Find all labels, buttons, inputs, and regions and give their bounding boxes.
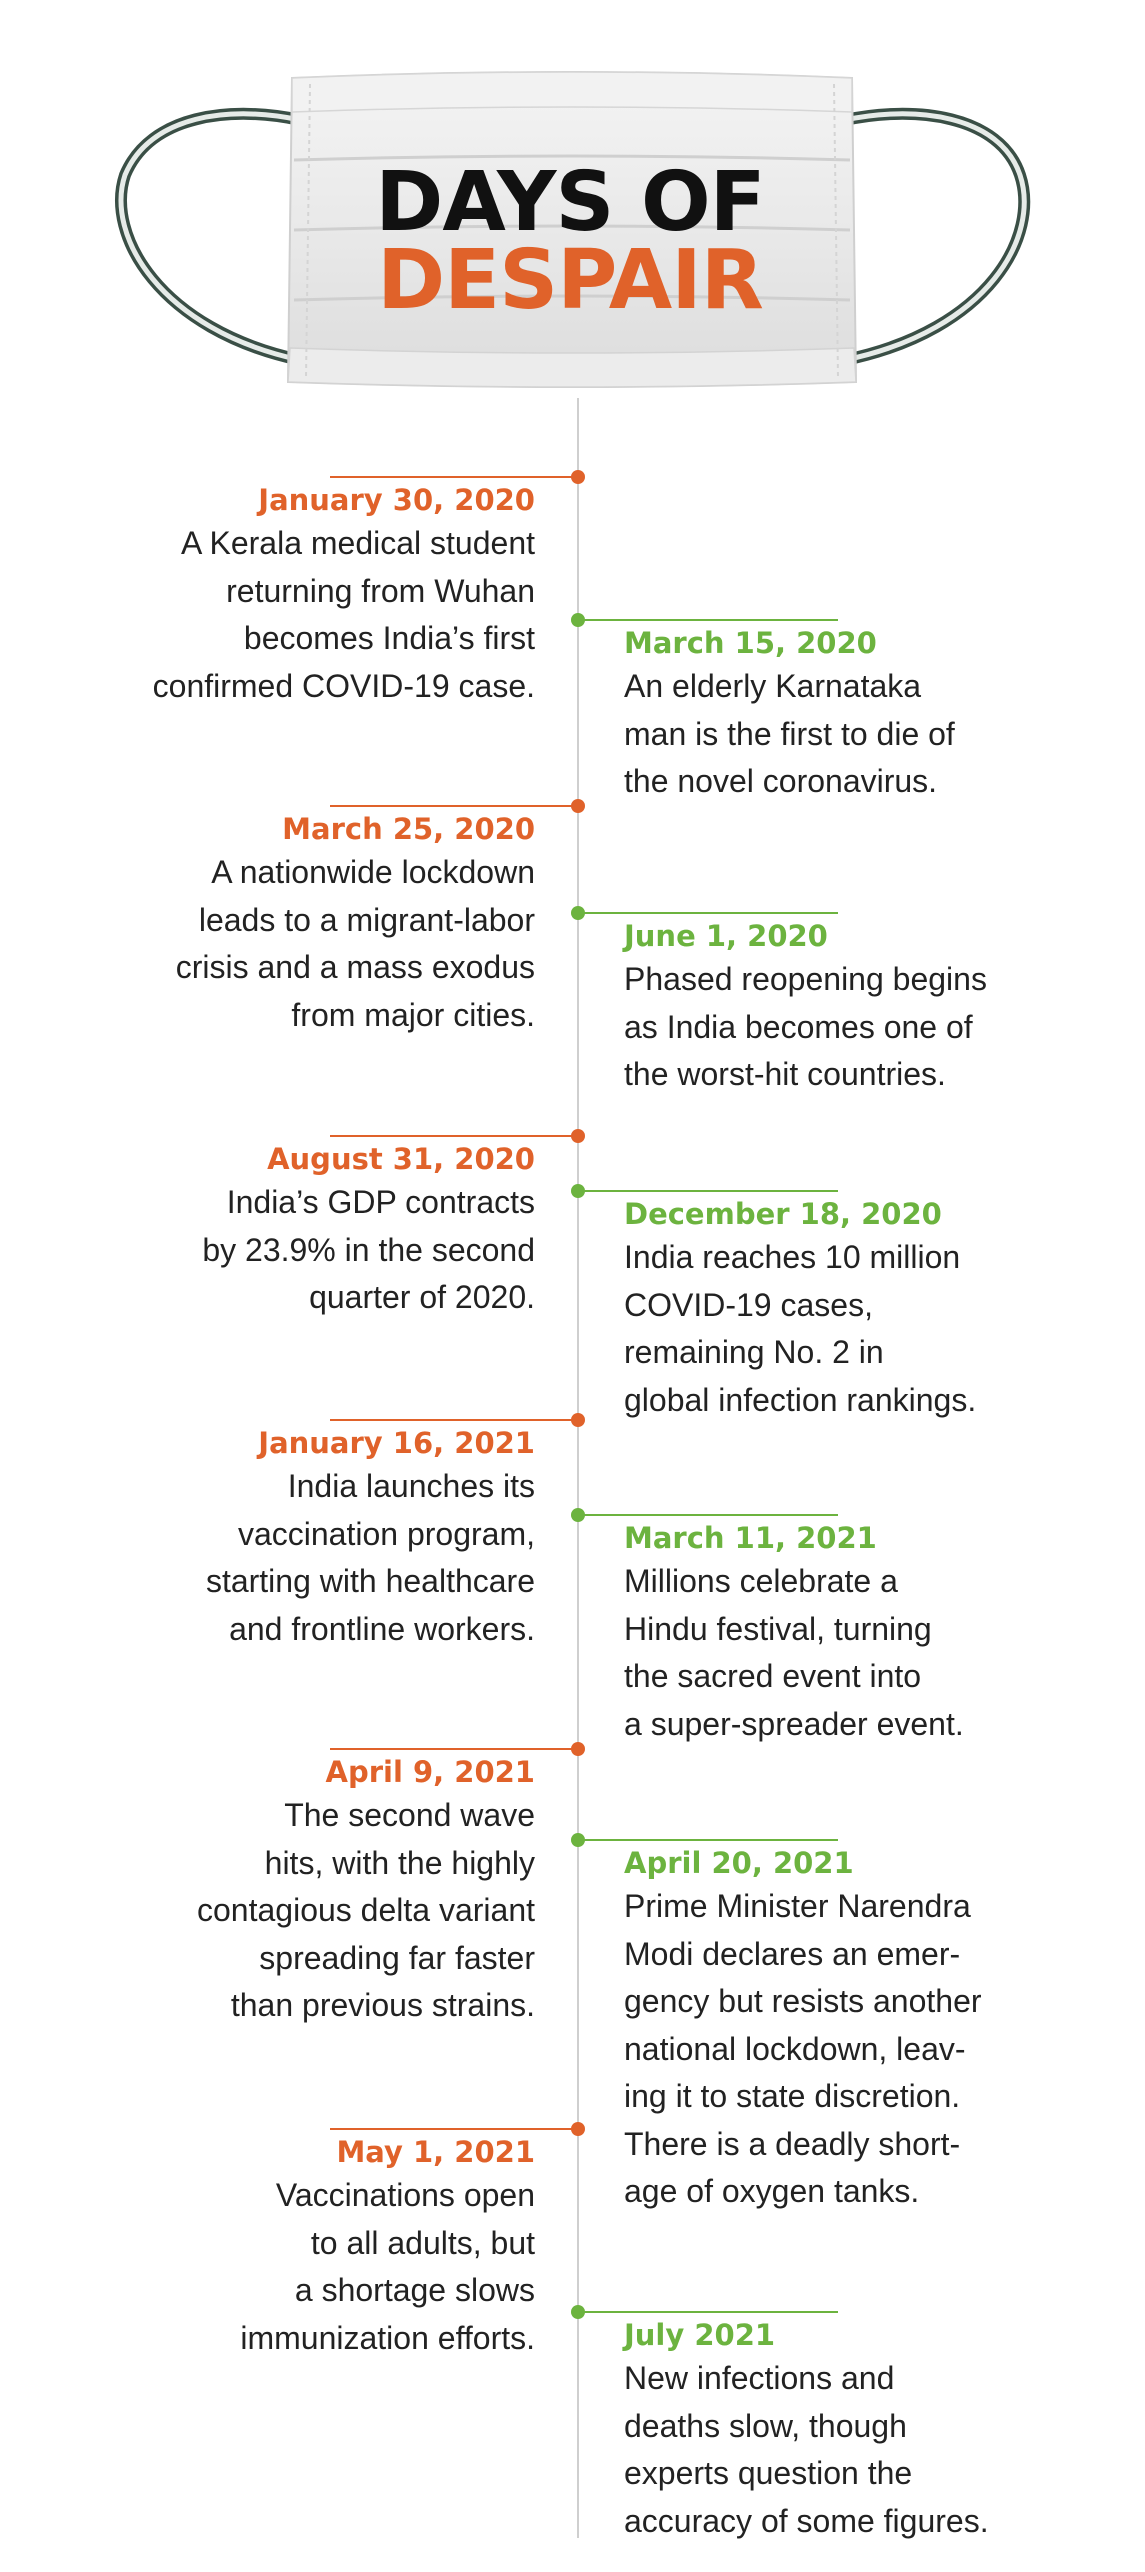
event-date: January 30, 2020 bbox=[258, 483, 535, 517]
event-description-line: crisis and a mass exodus bbox=[175, 949, 535, 985]
event-description-line: A nationwide lockdown bbox=[211, 854, 535, 890]
event-description-line: accuracy of some figures. bbox=[624, 2502, 989, 2539]
timeline-event bbox=[624, 1518, 1064, 1748]
event-date: March 11, 2021 bbox=[624, 1521, 877, 1555]
timeline-leader-line bbox=[578, 912, 838, 914]
timeline-event bbox=[95, 2132, 535, 2362]
event-description-line: starting with healthcare bbox=[205, 1563, 535, 1599]
timeline-leader-line bbox=[330, 1748, 578, 1750]
event-description-line: to all adults, but bbox=[310, 2224, 535, 2261]
timeline-event bbox=[624, 1843, 1064, 2216]
event-description bbox=[95, 1463, 535, 1653]
event-description-line: Hindu festival, turning bbox=[624, 1610, 932, 1647]
event-description-line: Vaccinations open bbox=[275, 2177, 535, 2213]
event-description-line: the novel coronavirus. bbox=[624, 763, 938, 799]
event-description-line: Prime Minister Narendra bbox=[624, 1888, 971, 1924]
event-description-line: than previous strains. bbox=[230, 1987, 535, 2023]
event-description-line: India reaches 10 million bbox=[624, 1239, 961, 1275]
event-date: July 2021 bbox=[624, 2318, 776, 2352]
timeline-event bbox=[95, 1423, 535, 1653]
event-description-line: There is a deadly short- bbox=[624, 2125, 961, 2162]
timeline-leader-line bbox=[578, 1839, 838, 1841]
title-line-2: DESPAIR bbox=[377, 233, 763, 328]
event-description-line: returning from Wuhan bbox=[226, 572, 535, 609]
timeline-leader-line bbox=[578, 619, 838, 621]
timeline-event bbox=[95, 1139, 535, 1322]
left-ear-loop bbox=[121, 114, 300, 360]
event-description-line: a shortage slows bbox=[294, 2272, 535, 2308]
event-description-line: quarter of 2020. bbox=[309, 1279, 535, 1315]
timeline-leader-line bbox=[578, 2311, 838, 2313]
event-description bbox=[95, 520, 535, 710]
event-description-line: national lockdown, leav- bbox=[624, 2030, 966, 2067]
event-description-line: India launches its bbox=[287, 1468, 535, 1504]
event-description-line: Modi declares an emer- bbox=[624, 1935, 961, 1972]
event-description-line: India’s GDP contracts bbox=[226, 1184, 535, 1220]
timeline-leader-line bbox=[330, 1135, 578, 1137]
event-description bbox=[624, 2355, 1064, 2545]
event-description-line: deaths slow, though bbox=[624, 2407, 907, 2444]
event-description-line: An elderly Karnataka bbox=[624, 668, 922, 704]
timeline-event bbox=[624, 2315, 1064, 2545]
event-description-line: remaining No. 2 in bbox=[624, 1334, 884, 1370]
event-description-line: vaccination program, bbox=[237, 1515, 535, 1552]
timeline-event bbox=[95, 1752, 535, 2030]
event-description-line: immunization efforts. bbox=[240, 2319, 535, 2356]
right-ear-loop bbox=[845, 114, 1024, 360]
event-description-line: experts question the bbox=[624, 2455, 913, 2491]
event-description-line: The second wave bbox=[284, 1797, 535, 1833]
event-description bbox=[95, 849, 535, 1039]
event-description-line: spreading far faster bbox=[259, 1939, 535, 1976]
event-description-line: from major cities. bbox=[291, 996, 535, 1033]
event-description-line: man is the first to die of bbox=[624, 715, 955, 752]
event-date: August 31, 2020 bbox=[267, 1142, 535, 1176]
event-date: December 18, 2020 bbox=[624, 1197, 942, 1231]
timeline-leader-line bbox=[578, 1514, 838, 1516]
event-description-line: age of oxygen tanks. bbox=[624, 2173, 920, 2209]
event-description bbox=[624, 1234, 1064, 1424]
timeline-axis bbox=[577, 398, 579, 2538]
event-description-line: Millions celebrate a bbox=[624, 1563, 898, 1599]
event-description-line: COVID-19 cases, bbox=[624, 1286, 873, 1323]
event-date: March 25, 2020 bbox=[282, 812, 535, 846]
event-description bbox=[95, 1792, 535, 2030]
event-description-line: confirmed COVID-19 case. bbox=[152, 667, 535, 704]
event-description-line: A Kerala medical student bbox=[181, 525, 535, 561]
title-line-1: DAYS OF bbox=[375, 155, 765, 250]
event-description bbox=[95, 1179, 535, 1322]
event-description bbox=[624, 1883, 1064, 2216]
event-date: March 15, 2020 bbox=[624, 626, 877, 660]
event-date: January 16, 2021 bbox=[258, 1426, 535, 1460]
timeline-event bbox=[624, 623, 1064, 806]
timeline-leader-line bbox=[330, 805, 578, 807]
event-description bbox=[624, 1558, 1064, 1748]
event-description-line: leads to a migrant-labor bbox=[198, 901, 535, 938]
event-description-line: by 23.9% in the second bbox=[202, 1231, 535, 1268]
event-description-line: gency but resists another bbox=[624, 1983, 982, 2019]
mask-bottom-seam bbox=[288, 348, 856, 387]
event-description bbox=[624, 956, 1064, 1099]
timeline-event bbox=[624, 1194, 1064, 1424]
event-description-line: as India becomes one of bbox=[624, 1008, 973, 1045]
timeline-event bbox=[624, 916, 1064, 1099]
event-description-line: hits, with the highly bbox=[264, 1844, 535, 1881]
timeline-event bbox=[95, 809, 535, 1039]
timeline-leader-line bbox=[330, 1419, 578, 1421]
event-date: April 9, 2021 bbox=[325, 1755, 535, 1789]
event-description-line: a super-spreader event. bbox=[624, 1705, 964, 1742]
event-date: May 1, 2021 bbox=[336, 2135, 535, 2169]
mask-top-seam bbox=[292, 72, 852, 112]
timeline-leader-line bbox=[578, 1190, 838, 1192]
event-description-line: Phased reopening begins bbox=[624, 961, 987, 997]
timeline-leader-line bbox=[330, 2128, 578, 2130]
event-description bbox=[624, 663, 1064, 806]
event-description-line: New infections and bbox=[624, 2360, 895, 2396]
event-date: June 1, 2020 bbox=[624, 919, 828, 953]
event-description-line: the worst-hit countries. bbox=[624, 1056, 946, 1092]
event-description-line: becomes India’s first bbox=[243, 620, 535, 656]
event-date: April 20, 2021 bbox=[624, 1846, 854, 1880]
event-description-line: ing it to state discretion. bbox=[624, 2078, 961, 2114]
event-description-line: global infection rankings. bbox=[624, 1381, 977, 1418]
timeline-leader-line bbox=[330, 476, 578, 478]
timeline-event bbox=[95, 480, 535, 710]
event-description-line: the sacred event into bbox=[624, 1658, 922, 1694]
event-description-line: contagious delta variant bbox=[197, 1892, 535, 1928]
event-description-line: and frontline workers. bbox=[229, 1610, 535, 1647]
event-description bbox=[95, 2172, 535, 2362]
